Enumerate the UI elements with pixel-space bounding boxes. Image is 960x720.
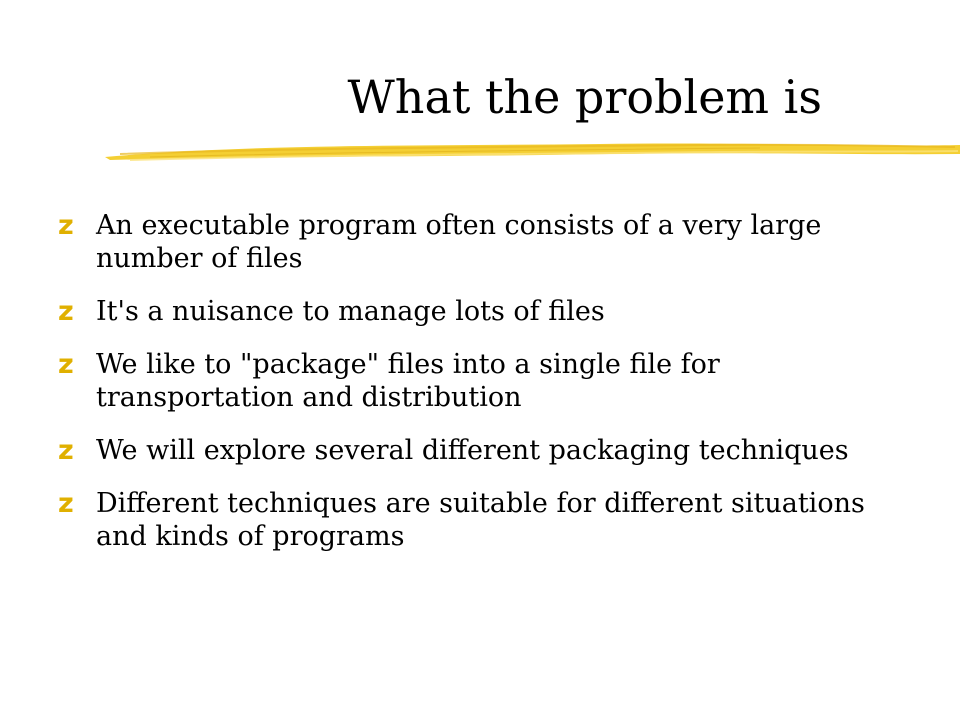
bullet-text: Different techniques are suitable for different situations and kinds of programs [96,487,865,552]
bullet-item [58,296,878,329]
bullet-text: We like to "package" files into a single file for transportation and distribution [96,348,720,413]
bullet-marker: z [58,348,74,380]
title-underline-brushstroke [0,130,960,180]
bullet-marker: z [58,487,74,519]
bullet-list [58,210,878,574]
bullet-item [58,435,878,468]
bullet-item [58,349,878,415]
bullet-item [58,210,878,276]
bullet-text: We will explore several different packaging techniques [96,434,849,466]
bullet-marker: z [58,434,74,466]
bullet-text: An executable program often consists of a very large number of files [96,210,822,274]
bullet-marker: z [58,210,74,241]
bullet-item [58,488,878,554]
bullet-text: It's a nuisance to manage lots of files [96,295,605,327]
bullet-marker: z [58,295,74,327]
slide-title: What the problem is [347,70,822,124]
